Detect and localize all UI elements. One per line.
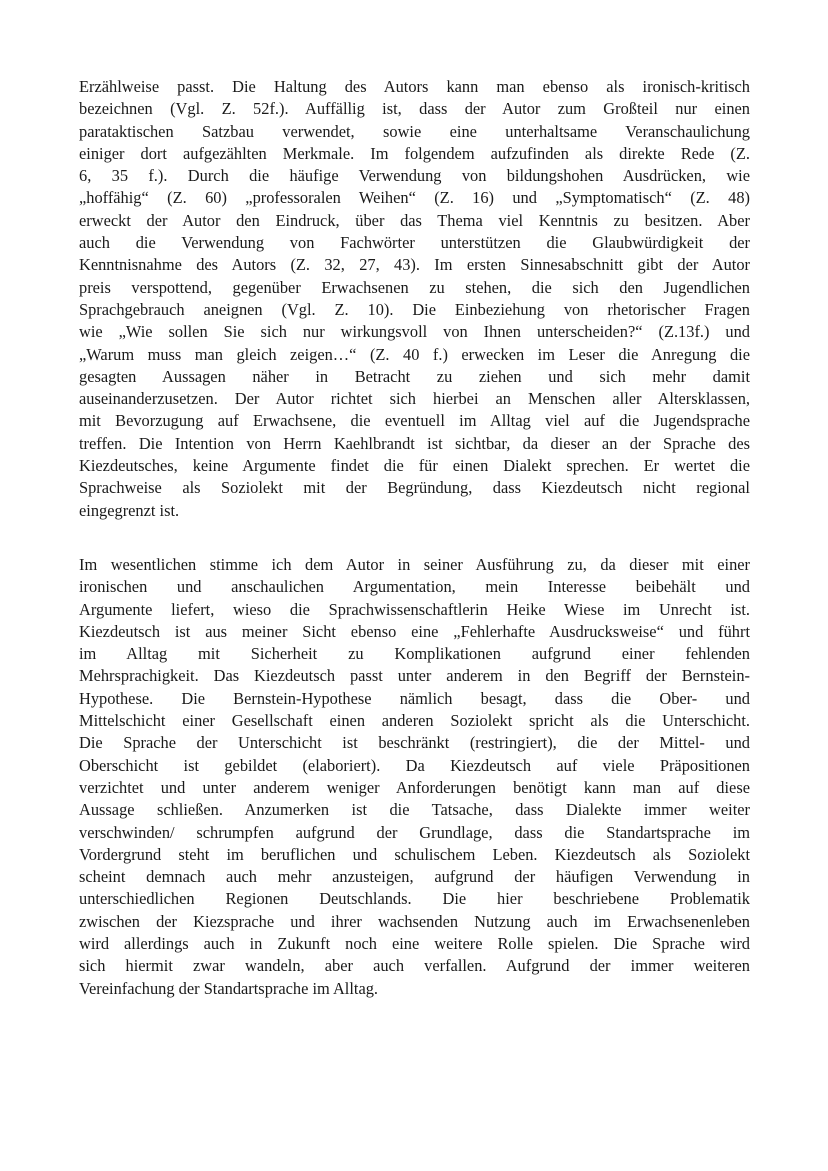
text-line: wie „Wie sollen Sie sich nur wirkungsvoll von Ihnen unterscheiden?“ (Z.13f.) und [79,322,750,342]
text-line: gesagten Aussagen näher in Betracht zu ziehen und sich mehr damit [79,366,750,386]
text-line: bezeichnen (Vgl. Z. 52f.). Auffällig ist, dass der Autor zum Großteil nur einen [79,99,750,119]
text-line: Kiezdeutsches, keine Argumente findet die für einen Dialekt sprechen. Er wertet die [79,456,750,476]
text-line: verzichtet und unter anderem weniger Anforderungen benötigt kann man auf diese [79,777,750,797]
text-line: ironischen und anschaulichen Argumentation, mein Interesse beibehält und [79,577,750,597]
text-line: auseinanderzusetzen. Der Autor richtet sich hierbei an Menschen aller Altersklassen, [79,389,750,409]
text-line: sich hiermit zwar wandeln, aber auch verfallen. Aufgrund der immer weiteren [79,956,750,976]
text-line: Kiezdeutsch ist aus meiner Sicht ebenso eine „Fehlerhafte Ausdrucksweise“ und führt [79,621,750,641]
text-line: unterschiedlichen Regionen Deutschlands. Die hier beschriebene Problematik [79,889,750,909]
text-line: Sprachgebrauch aneignen (Vgl. Z. 10). Die Einbeziehung von rhetorischer Fragen [79,299,750,319]
paragraph-1 [79,76,750,522]
text-line: „Warum muss man gleich zeigen…“ (Z. 40 f.) erwecken im Leser die Anregung die [79,344,750,364]
text-line: Argumente liefert, wieso die Sprachwissenschaftlerin Heike Wiese im Unrecht ist. [79,599,750,619]
text-line: auch die Verwendung von Fachwörter unterstützen die Glaubwürdigkeit der [79,233,750,253]
text-line: eingegrenzt ist. [79,500,180,520]
text-line: zwischen der Kiezsprache und ihrer wachsenden Nutzung auch im Erwachsenenleben [79,911,750,931]
text-line: Sprachweise als Soziolekt mit der Begründung, dass Kiezdeutsch nicht regional [79,478,750,498]
text-line: mit Bevorzugung auf Erwachsene, die eventuell im Alltag viel auf die Jugendsprache [79,411,750,431]
text-line: erweckt der Autor den Eindruck, über das Thema viel Kenntnis zu besitzen. Aber [79,210,750,230]
text-line: Im wesentlichen stimme ich dem Autor in seiner Ausführung zu, da dieser mit einer [79,555,750,574]
text-line: im Alltag mit Sicherheit zu Komplikationen aufgrund einer fehlenden [79,644,750,664]
text-line: verschwinden/ schrumpfen aufgrund der Grundlage, dass die Standartsprache im [79,822,750,842]
text-line: Oberschicht ist gebildet (elaboriert). Da Kiezdeutsch auf viele Präpositionen [79,755,750,775]
paragraph-2 [79,554,750,1000]
text-line: „hoffähig“ (Z. 60) „professoralen Weihen“ (Z. 16) und „Symptomatisch“ (Z. 48) [79,188,750,208]
text-line: parataktischen Satzbau verwendet, sowie eine unterhaltsame Veranschaulichung [79,121,750,141]
text-line: wird allerdings auch in Zukunft noch eine weitere Rolle spielen. Die Sprache wird [79,934,750,954]
text-line: Kenntnisnahme des Autors (Z. 32, 27, 43). Im ersten Sinnesabschnitt gibt der Autor [79,255,750,275]
text-line: Vereinfachung der Standartsprache im Alltag. [79,978,379,998]
text-line: einiger dort aufgezählten Merkmale. Im folgendem aufzufinden als direkte Rede (Z. [79,143,750,163]
text-line: 6, 35 f.). Durch die häufige Verwendung von bildungshohen Ausdrücken, wie [79,166,750,186]
text-line: Mehrsprachigkeit. Das Kiezdeutsch passt unter anderem in den Begriff der Bernstein- [79,666,750,686]
text-line: scheint demnach auch mehr anzusteigen, aufgrund der häufigen Verwendung in [79,867,750,887]
text-line: Vordergrund steht im beruflichen und schulischem Leben. Kiezdeutsch als Soziolekt [79,844,750,864]
text-line: Erzählweise passt. Die Haltung des Autors kann man ebenso als ironisch-kritisch [79,77,750,96]
text-line: Hypothese. Die Bernstein-Hypothese nämlich besagt, dass die Ober- und [79,688,750,708]
text-line: Aussage schließen. Anzumerken ist die Tatsache, dass Dialekte immer weiter [79,800,750,820]
text-line: Die Sprache der Unterschicht ist beschränkt (restringiert), die der Mittel- und [79,733,750,753]
text-line: preis verspottend, gegenüber Erwachsenen zu stehen, die sich den Jugendlichen [79,277,750,297]
text-line: treffen. Die Intention von Herrn Kaehlbrandt ist sichtbar, da dieser an der Sprache des [79,433,750,453]
text-line: Mittelschicht einer Gesellschaft einen anderen Soziolekt spricht als die Unterschicht. [79,711,750,731]
